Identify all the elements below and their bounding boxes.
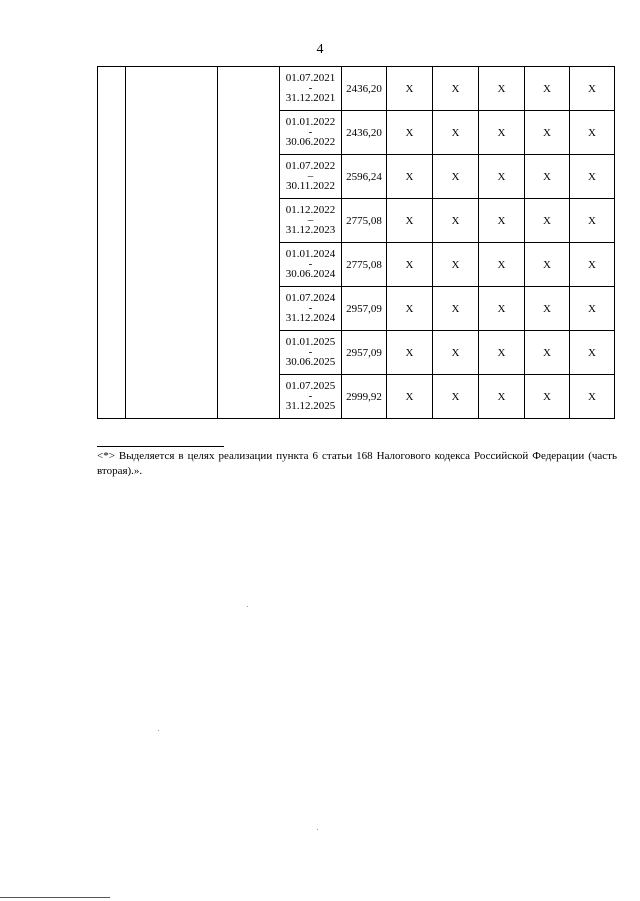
not-applicable-mark-cell: X — [433, 199, 479, 243]
period-end: 31.12.2025 — [285, 400, 336, 412]
not-applicable-mark-cell: X — [433, 375, 479, 419]
tariff-value-cell: 2436,20 — [342, 67, 387, 111]
not-applicable-mark-cell: X — [525, 111, 570, 155]
not-applicable-mark-cell: X — [479, 67, 525, 111]
not-applicable-mark-cell: X — [479, 287, 525, 331]
not-applicable-mark-cell: X — [479, 111, 525, 155]
not-applicable-mark-cell: X — [387, 375, 433, 419]
not-applicable-mark-cell: X — [479, 331, 525, 375]
empty-merged-cell — [218, 67, 280, 419]
not-applicable-mark-cell: X — [433, 67, 479, 111]
period-start: 01.01.2024 — [285, 248, 336, 260]
period-start: 01.07.2024 — [285, 292, 336, 304]
not-applicable-mark-cell: X — [570, 199, 615, 243]
not-applicable-mark-cell: X — [525, 287, 570, 331]
period-start: 01.07.2022 — [285, 160, 336, 172]
bottom-edge-rule — [0, 897, 110, 898]
tariff-value-cell: 2775,08 — [342, 243, 387, 287]
not-applicable-mark-cell: X — [387, 155, 433, 199]
not-applicable-mark-cell: X — [387, 331, 433, 375]
footnote-rule — [97, 446, 224, 447]
not-applicable-mark-cell: X — [433, 331, 479, 375]
period-end: 30.06.2024 — [285, 268, 336, 280]
not-applicable-mark-cell: X — [525, 155, 570, 199]
period-cell — [280, 155, 342, 199]
not-applicable-mark-cell: X — [387, 287, 433, 331]
period-cell — [280, 243, 342, 287]
scan-speck — [158, 730, 159, 731]
period-end: 30.11.2022 — [285, 180, 336, 192]
period-separator: - — [308, 258, 313, 270]
empty-merged-cell — [126, 67, 218, 419]
table-body — [98, 67, 615, 419]
not-applicable-mark-cell: X — [387, 199, 433, 243]
tariff-value-cell: 2436,20 — [342, 111, 387, 155]
scan-speck — [317, 829, 318, 830]
period-cell — [280, 287, 342, 331]
not-applicable-mark-cell: X — [570, 155, 615, 199]
period-separator: - — [308, 346, 313, 358]
empty-merged-cell — [98, 67, 126, 419]
period-separator: – — [307, 214, 314, 226]
table-row — [98, 67, 615, 111]
not-applicable-mark-cell: X — [525, 375, 570, 419]
not-applicable-mark-cell: X — [479, 375, 525, 419]
tariff-value-cell: 2775,08 — [342, 199, 387, 243]
not-applicable-mark-cell: X — [479, 155, 525, 199]
period-start: 01.01.2022 — [285, 116, 336, 128]
not-applicable-mark-cell: X — [479, 199, 525, 243]
period-cell — [280, 111, 342, 155]
not-applicable-mark-cell: X — [433, 155, 479, 199]
not-applicable-mark-cell: X — [479, 243, 525, 287]
not-applicable-mark-cell: X — [525, 331, 570, 375]
not-applicable-mark-cell: X — [433, 111, 479, 155]
period-start: 01.07.2021 — [285, 72, 336, 84]
page-number: 4 — [316, 42, 324, 57]
period-separator: - — [308, 302, 313, 314]
not-applicable-mark-cell: X — [387, 243, 433, 287]
not-applicable-mark-cell: X — [525, 67, 570, 111]
period-end: 30.06.2025 — [285, 356, 336, 368]
not-applicable-mark-cell: X — [570, 375, 615, 419]
period-end: 31.12.2024 — [285, 312, 336, 324]
period-cell — [280, 199, 342, 243]
not-applicable-mark-cell: X — [570, 111, 615, 155]
period-separator: - — [308, 82, 313, 94]
period-end: 30.06.2022 — [285, 136, 336, 148]
period-end: 31.12.2021 — [285, 92, 336, 104]
not-applicable-mark-cell: X — [433, 243, 479, 287]
period-end: 31.12.2023 — [285, 224, 336, 236]
footnote-text: <*> Выделяется в целях реализации пункта 6 статьи 168 Налогового кодекса Российской Федерации (часть вторая).». — [97, 450, 617, 477]
period-start: 01.07.2025 — [285, 380, 336, 392]
not-applicable-mark-cell: X — [570, 287, 615, 331]
period-start: 01.12.2022 — [285, 204, 336, 216]
tariff-value-cell: 2596,24 — [342, 155, 387, 199]
not-applicable-mark-cell: X — [525, 199, 570, 243]
scan-speck — [247, 606, 248, 607]
not-applicable-mark-cell: X — [433, 287, 479, 331]
not-applicable-mark-cell: X — [387, 111, 433, 155]
period-separator: - — [308, 390, 313, 402]
period-cell — [280, 331, 342, 375]
tariff-value-cell: 2999,92 — [342, 375, 387, 419]
tariff-table — [97, 66, 615, 419]
not-applicable-mark-cell: X — [525, 243, 570, 287]
tariff-value-cell: 2957,09 — [342, 331, 387, 375]
not-applicable-mark-cell: X — [387, 67, 433, 111]
period-start: 01.01.2025 — [285, 336, 336, 348]
period-cell — [280, 375, 342, 419]
not-applicable-mark-cell: X — [570, 243, 615, 287]
not-applicable-mark-cell: X — [570, 67, 615, 111]
period-cell — [280, 67, 342, 111]
period-separator: – — [307, 170, 314, 182]
period-separator: - — [308, 126, 313, 138]
tariff-value-cell: 2957,09 — [342, 287, 387, 331]
not-applicable-mark-cell: X — [570, 331, 615, 375]
